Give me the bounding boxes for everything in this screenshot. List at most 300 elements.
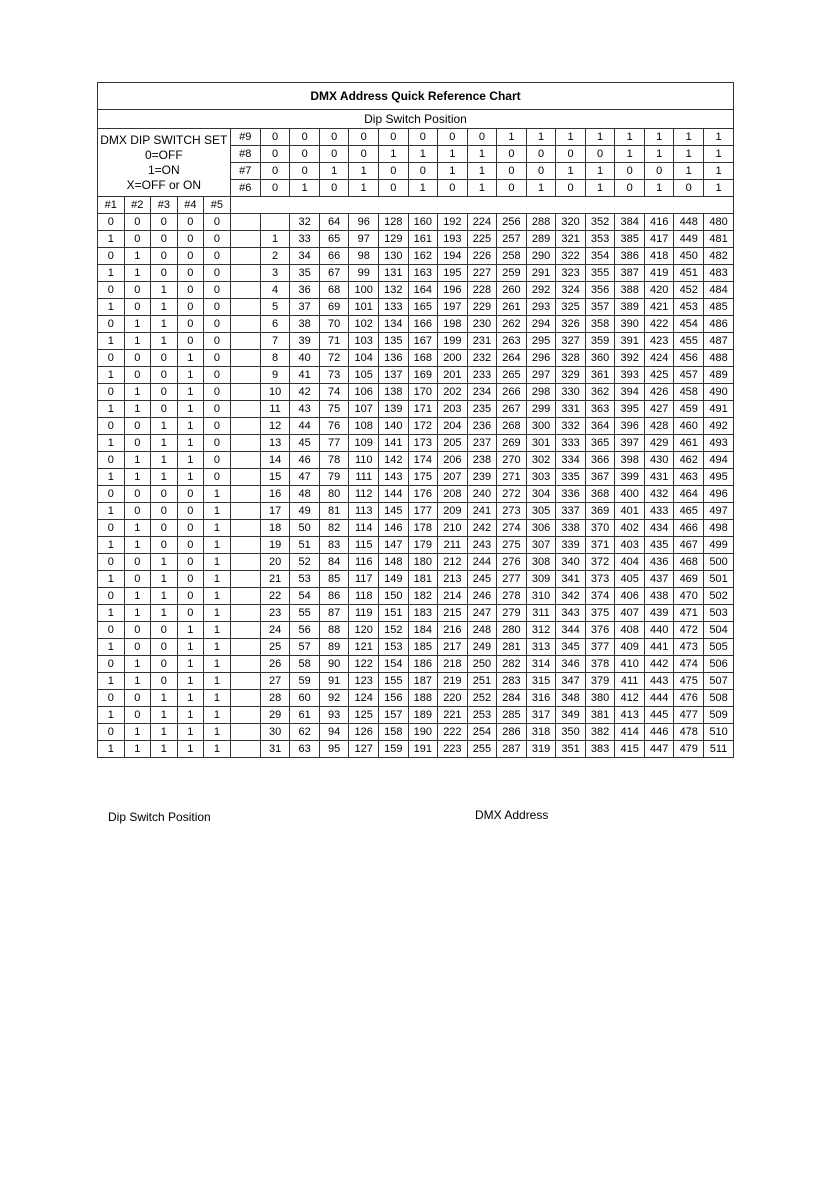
upper-switch-value: 0 (467, 129, 497, 146)
switch-value: 1 (177, 384, 204, 401)
table-row (98, 401, 734, 418)
dmx-address-cell: 179 (408, 537, 438, 554)
dmx-address-cell: 377 (585, 639, 615, 656)
legend-line4: X=OFF or ON (126, 177, 201, 192)
switch-value: 0 (204, 265, 231, 282)
dmx-address-cell: 2 (260, 248, 290, 265)
dmx-address-cell: 3 (260, 265, 290, 282)
switch-value: 0 (151, 265, 178, 282)
switch-value: 0 (98, 588, 125, 605)
dmx-address-cell: 357 (585, 299, 615, 316)
switch-value: 1 (98, 231, 125, 248)
dmx-address-cell: 378 (585, 656, 615, 673)
switch-value: 0 (204, 214, 231, 231)
dmx-address-cell: 273 (497, 503, 527, 520)
dmx-address-cell: 330 (556, 384, 586, 401)
dmx-address-cell: 319 (526, 741, 556, 758)
spacer-cell (230, 469, 260, 486)
switch-value: 1 (177, 435, 204, 452)
dmx-address-cell: 398 (615, 452, 645, 469)
spacer-cell (230, 537, 260, 554)
dmx-address-cell: 396 (615, 418, 645, 435)
dmx-address-cell: 92 (319, 690, 349, 707)
dmx-address-cell: 154 (379, 656, 409, 673)
switch-value: 1 (151, 418, 178, 435)
switch-value: 1 (98, 299, 125, 316)
dmx-address-cell: 230 (467, 316, 497, 333)
switch-value: 1 (204, 537, 231, 554)
table-row (98, 384, 734, 401)
dmx-address-cell: 356 (585, 282, 615, 299)
switch-value: 1 (177, 418, 204, 435)
dmx-address-cell: 209 (438, 503, 468, 520)
switch-value: 0 (204, 401, 231, 418)
switch-value: 0 (151, 656, 178, 673)
switch-value: 0 (151, 401, 178, 418)
dmx-address-cell: 153 (379, 639, 409, 656)
dmx-address-cell: 461 (674, 435, 704, 452)
dmx-address-cell: 25 (260, 639, 290, 656)
dmx-address-cell: 84 (319, 554, 349, 571)
switch-value: 0 (124, 690, 151, 707)
switch-value: 1 (98, 741, 125, 758)
dmx-address-cell: 474 (674, 656, 704, 673)
dmx-address-cell: 271 (497, 469, 527, 486)
switch-value: 0 (177, 554, 204, 571)
switch-value: 1 (124, 452, 151, 469)
dmx-address-cell: 385 (615, 231, 645, 248)
spacer-cell (230, 554, 260, 571)
dmx-address-cell: 268 (497, 418, 527, 435)
switch-value: 1 (151, 316, 178, 333)
dmx-address-cell: 296 (526, 350, 556, 367)
dmx-address-cell: 416 (644, 214, 674, 231)
dmx-address-cell: 194 (438, 248, 468, 265)
switch-value: 1 (124, 401, 151, 418)
dmx-address-cell: 282 (497, 656, 527, 673)
dmx-address-cell: 493 (704, 435, 734, 452)
switch-value: 0 (98, 486, 125, 503)
dmx-address-cell: 391 (615, 333, 645, 350)
switch-value: 0 (124, 503, 151, 520)
dmx-address-cell: 272 (497, 486, 527, 503)
dmx-address-cell: 53 (290, 571, 320, 588)
dmx-address-cell: 299 (526, 401, 556, 418)
switch-value: 0 (151, 214, 178, 231)
dmx-address-cell: 239 (467, 469, 497, 486)
switch-value: 0 (124, 622, 151, 639)
dmx-address-cell: 123 (349, 673, 379, 690)
switch-value: 0 (124, 299, 151, 316)
switch-value: 1 (124, 537, 151, 554)
dmx-address-cell: 122 (349, 656, 379, 673)
dmx-address-cell: 476 (674, 690, 704, 707)
dmx-address-cell: 51 (290, 537, 320, 554)
switch-value: 1 (177, 367, 204, 384)
dmx-address-cell: 5 (260, 299, 290, 316)
dmx-address-cell: 112 (349, 486, 379, 503)
switch-value: 0 (124, 435, 151, 452)
dmx-address-cell: 152 (379, 622, 409, 639)
dmx-address-cell: 488 (704, 350, 734, 367)
dmx-address-cell: 13 (260, 435, 290, 452)
dmx-address-cell: 117 (349, 571, 379, 588)
dmx-address-cell: 472 (674, 622, 704, 639)
spacer-cell (230, 418, 260, 435)
dmx-address-cell: 151 (379, 605, 409, 622)
switch-value: 1 (124, 333, 151, 350)
dmx-address-cell: 270 (497, 452, 527, 469)
dmx-address-cell: 172 (408, 418, 438, 435)
dmx-address-cell: 260 (497, 282, 527, 299)
dmx-address-cell: 390 (615, 316, 645, 333)
dmx-address-cell: 414 (615, 724, 645, 741)
switch-value: 0 (151, 673, 178, 690)
upper-switch-value: 1 (408, 180, 438, 197)
dmx-address-cell: 149 (379, 571, 409, 588)
dmx-address-cell: 19 (260, 537, 290, 554)
switch-value: 0 (151, 503, 178, 520)
dmx-address-cell: 42 (290, 384, 320, 401)
dmx-address-cell: 197 (438, 299, 468, 316)
switch-value: 1 (98, 605, 125, 622)
table-row (98, 214, 734, 231)
switch-value: 0 (124, 639, 151, 656)
spacer-cell (230, 588, 260, 605)
spacer-cell (230, 265, 260, 282)
dmx-address-cell: 27 (260, 673, 290, 690)
dmx-address-cell: 182 (408, 588, 438, 605)
dmx-address-cell: 453 (674, 299, 704, 316)
switch-value: 0 (177, 605, 204, 622)
dmx-address-cell: 346 (556, 656, 586, 673)
switch-value: 0 (98, 656, 125, 673)
dmx-address-cell: 105 (349, 367, 379, 384)
lower-switch-header: #3 (151, 197, 178, 214)
dmx-address-cell: 420 (644, 282, 674, 299)
switch-value: 0 (124, 367, 151, 384)
dmx-address-cell: 380 (585, 690, 615, 707)
dmx-address-cell: 54 (290, 588, 320, 605)
spacer-cell (230, 673, 260, 690)
upper-switch-value: 0 (319, 180, 349, 197)
dmx-address-cell: 130 (379, 248, 409, 265)
switch-value: 1 (124, 741, 151, 758)
dmx-address-cell: 333 (556, 435, 586, 452)
dmx-address-cell: 287 (497, 741, 527, 758)
dmx-address-cell: 348 (556, 690, 586, 707)
dmx-address-cell: 81 (319, 503, 349, 520)
dmx-address-cell: 484 (704, 282, 734, 299)
switch-value: 1 (204, 707, 231, 724)
spacer-cell (230, 333, 260, 350)
dmx-address-cell: 442 (644, 656, 674, 673)
dmx-address-cell: 144 (379, 486, 409, 503)
dmx-address-cell: 466 (674, 520, 704, 537)
upper-switch-value: 1 (556, 163, 586, 180)
dmx-address-cell: 95 (319, 741, 349, 758)
dmx-address-cell: 412 (615, 690, 645, 707)
spacer-cell (230, 486, 260, 503)
table-row (98, 690, 734, 707)
dmx-address-cell: 449 (674, 231, 704, 248)
dmx-address-cell: 409 (615, 639, 645, 656)
dmx-address-cell: 1 (260, 231, 290, 248)
dmx-address-cell: 463 (674, 469, 704, 486)
dmx-address-cell: 46 (290, 452, 320, 469)
dmx-address-cell: 303 (526, 469, 556, 486)
switch-value: 0 (151, 367, 178, 384)
dmx-address-cell: 300 (526, 418, 556, 435)
dmx-address-cell: 433 (644, 503, 674, 520)
dmx-address-cell: 26 (260, 656, 290, 673)
dmx-address-cell: 41 (290, 367, 320, 384)
switch-value: 1 (151, 690, 178, 707)
dmx-address-cell: 432 (644, 486, 674, 503)
switch-value: 0 (177, 316, 204, 333)
dmx-address-cell: 310 (526, 588, 556, 605)
dmx-address-cell: 111 (349, 469, 379, 486)
dmx-address-cell (260, 214, 290, 231)
dmx-address-cell: 204 (438, 418, 468, 435)
table-row (98, 537, 734, 554)
dmx-address-cell: 455 (674, 333, 704, 350)
switch-value: 0 (124, 231, 151, 248)
dmx-address-cell: 473 (674, 639, 704, 656)
dmx-address-cell: 460 (674, 418, 704, 435)
dmx-address-cell: 162 (408, 248, 438, 265)
legend-line2: 0=OFF (144, 147, 183, 162)
switch-value: 1 (98, 707, 125, 724)
dmx-address-cell: 285 (497, 707, 527, 724)
switch-value: 0 (177, 571, 204, 588)
upper-switch-row (98, 129, 734, 146)
dmx-address-cell: 199 (438, 333, 468, 350)
dmx-address-cell: 471 (674, 605, 704, 622)
dmx-address-cell: 496 (704, 486, 734, 503)
dmx-address-cell: 480 (704, 214, 734, 231)
dmx-address-cell: 374 (585, 588, 615, 605)
switch-value: 0 (177, 486, 204, 503)
upper-switch-value: 0 (349, 146, 379, 163)
dmx-address-cell: 307 (526, 537, 556, 554)
switch-value: 1 (98, 435, 125, 452)
dmx-address-cell: 368 (585, 486, 615, 503)
switch-value: 0 (204, 333, 231, 350)
dmx-address-cell: 214 (438, 588, 468, 605)
dmx-address-cell: 369 (585, 503, 615, 520)
switch-value: 0 (98, 214, 125, 231)
upper-switch-value: 1 (704, 180, 734, 197)
switch-value: 1 (204, 503, 231, 520)
table-row (98, 367, 734, 384)
dmx-address-cell: 274 (497, 520, 527, 537)
dmx-address-cell: 325 (556, 299, 586, 316)
dmx-address-cell: 196 (438, 282, 468, 299)
upper-switch-label: #6 (230, 180, 260, 197)
upper-switch-value: 1 (349, 180, 379, 197)
switch-value: 1 (204, 571, 231, 588)
upper-switch-value: 1 (438, 163, 468, 180)
dmx-address-cell: 133 (379, 299, 409, 316)
dmx-address-cell: 288 (526, 214, 556, 231)
table-row (98, 469, 734, 486)
upper-switch-value: 0 (260, 129, 290, 146)
dmx-address-cell: 191 (408, 741, 438, 758)
switch-value: 0 (98, 724, 125, 741)
dmx-address-cell: 89 (319, 639, 349, 656)
switch-value: 1 (124, 384, 151, 401)
dmx-address-cell: 87 (319, 605, 349, 622)
switch-value: 1 (204, 605, 231, 622)
switch-value: 0 (151, 520, 178, 537)
dmx-address-cell: 20 (260, 554, 290, 571)
dmx-address-cell: 47 (290, 469, 320, 486)
switch-value: 0 (204, 350, 231, 367)
dmx-address-cell: 224 (467, 214, 497, 231)
dmx-address-cell: 402 (615, 520, 645, 537)
dmx-address-cell: 297 (526, 367, 556, 384)
dmx-address-cell: 509 (704, 707, 734, 724)
dmx-address-cell: 150 (379, 588, 409, 605)
switch-value: 1 (204, 673, 231, 690)
switch-value: 0 (98, 418, 125, 435)
switch-value: 1 (204, 554, 231, 571)
dmx-address-cell: 336 (556, 486, 586, 503)
dmx-address-cell: 242 (467, 520, 497, 537)
upper-switch-value: 0 (349, 129, 379, 146)
dmx-address-cell: 213 (438, 571, 468, 588)
dmx-address-cell: 170 (408, 384, 438, 401)
dmx-address-cell: 244 (467, 554, 497, 571)
dmx-address-cell: 295 (526, 333, 556, 350)
dmx-address-cell: 331 (556, 401, 586, 418)
switch-value: 1 (124, 316, 151, 333)
dmx-address-cell: 444 (644, 690, 674, 707)
dmx-address-cell: 181 (408, 571, 438, 588)
dmx-address-cell: 304 (526, 486, 556, 503)
upper-switch-value: 0 (438, 180, 468, 197)
dmx-address-cell: 337 (556, 503, 586, 520)
dmx-address-cell: 163 (408, 265, 438, 282)
table-row (98, 520, 734, 537)
dmx-address-cell: 342 (556, 588, 586, 605)
switch-value: 0 (177, 231, 204, 248)
dmx-address-cell: 328 (556, 350, 586, 367)
switch-value: 1 (151, 707, 178, 724)
dmx-address-cell: 146 (379, 520, 409, 537)
dmx-address-cell: 229 (467, 299, 497, 316)
dmx-address-cell: 237 (467, 435, 497, 452)
dmx-address-cell: 119 (349, 605, 379, 622)
switch-value: 1 (124, 673, 151, 690)
dmx-address-cell: 349 (556, 707, 586, 724)
dmx-address-cell: 404 (615, 554, 645, 571)
dmx-address-cell: 106 (349, 384, 379, 401)
dmx-address-cell: 482 (704, 248, 734, 265)
dmx-address-cell: 438 (644, 588, 674, 605)
switch-value: 1 (177, 707, 204, 724)
dmx-address-cell: 215 (438, 605, 468, 622)
upper-switch-value: 0 (319, 129, 349, 146)
switch-value: 0 (98, 520, 125, 537)
dmx-address-cell: 492 (704, 418, 734, 435)
switch-value: 1 (98, 639, 125, 656)
upper-switch-label: #8 (230, 146, 260, 163)
dmx-address-cell: 486 (704, 316, 734, 333)
dmx-address-cell: 248 (467, 622, 497, 639)
dmx-address-cell: 351 (556, 741, 586, 758)
dmx-address-cell: 341 (556, 571, 586, 588)
dmx-address-cell: 511 (704, 741, 734, 758)
dmx-address-cell: 115 (349, 537, 379, 554)
switch-value: 1 (204, 656, 231, 673)
dmx-address-cell: 192 (438, 214, 468, 231)
upper-switch-value: 0 (497, 146, 527, 163)
dmx-address-cell: 73 (319, 367, 349, 384)
dmx-address-cell: 269 (497, 435, 527, 452)
dmx-address-cell: 510 (704, 724, 734, 741)
dmx-address-cell: 59 (290, 673, 320, 690)
dmx-address-cell: 55 (290, 605, 320, 622)
dmx-address-cell: 354 (585, 248, 615, 265)
switch-value: 0 (204, 469, 231, 486)
dmx-address-cell: 386 (615, 248, 645, 265)
dmx-address-cell: 184 (408, 622, 438, 639)
dmx-address-cell: 443 (644, 673, 674, 690)
dmx-address-cell: 321 (556, 231, 586, 248)
dmx-address-cell: 421 (644, 299, 674, 316)
dmx-address-cell: 289 (526, 231, 556, 248)
dmx-address-cell: 65 (319, 231, 349, 248)
dmx-address-cell: 52 (290, 554, 320, 571)
upper-switch-value: 1 (704, 146, 734, 163)
switch-value: 1 (151, 571, 178, 588)
dmx-address-cell: 186 (408, 656, 438, 673)
dmx-address-cell: 90 (319, 656, 349, 673)
dmx-address-cell: 97 (349, 231, 379, 248)
dmx-address-cell: 103 (349, 333, 379, 350)
switch-value: 1 (177, 673, 204, 690)
dmx-address-cell: 499 (704, 537, 734, 554)
dmx-address-cell: 14 (260, 452, 290, 469)
upper-switch-value: 0 (260, 146, 290, 163)
dmx-address-cell: 397 (615, 435, 645, 452)
upper-switch-value: 1 (674, 146, 704, 163)
dmx-address-cell: 450 (674, 248, 704, 265)
dmx-address-cell: 240 (467, 486, 497, 503)
dmx-address-cell: 7 (260, 333, 290, 350)
dmx-address-cell: 424 (644, 350, 674, 367)
switch-value: 1 (151, 588, 178, 605)
dmx-address-cell: 38 (290, 316, 320, 333)
dmx-address-cell: 16 (260, 486, 290, 503)
dmx-address-cell: 101 (349, 299, 379, 316)
dmx-address-cell: 487 (704, 333, 734, 350)
dmx-address-cell: 207 (438, 469, 468, 486)
dmx-address-cell: 293 (526, 299, 556, 316)
spacer-cell (230, 367, 260, 384)
dmx-address-cell: 6 (260, 316, 290, 333)
dmx-address-cell: 173 (408, 435, 438, 452)
dmx-address-cell: 483 (704, 265, 734, 282)
upper-switch-value: 0 (526, 163, 556, 180)
dmx-address-cell: 278 (497, 588, 527, 605)
switch-value: 0 (177, 282, 204, 299)
dmx-address-cell: 479 (674, 741, 704, 758)
dmx-address-cell: 58 (290, 656, 320, 673)
upper-switch-value: 1 (615, 146, 645, 163)
